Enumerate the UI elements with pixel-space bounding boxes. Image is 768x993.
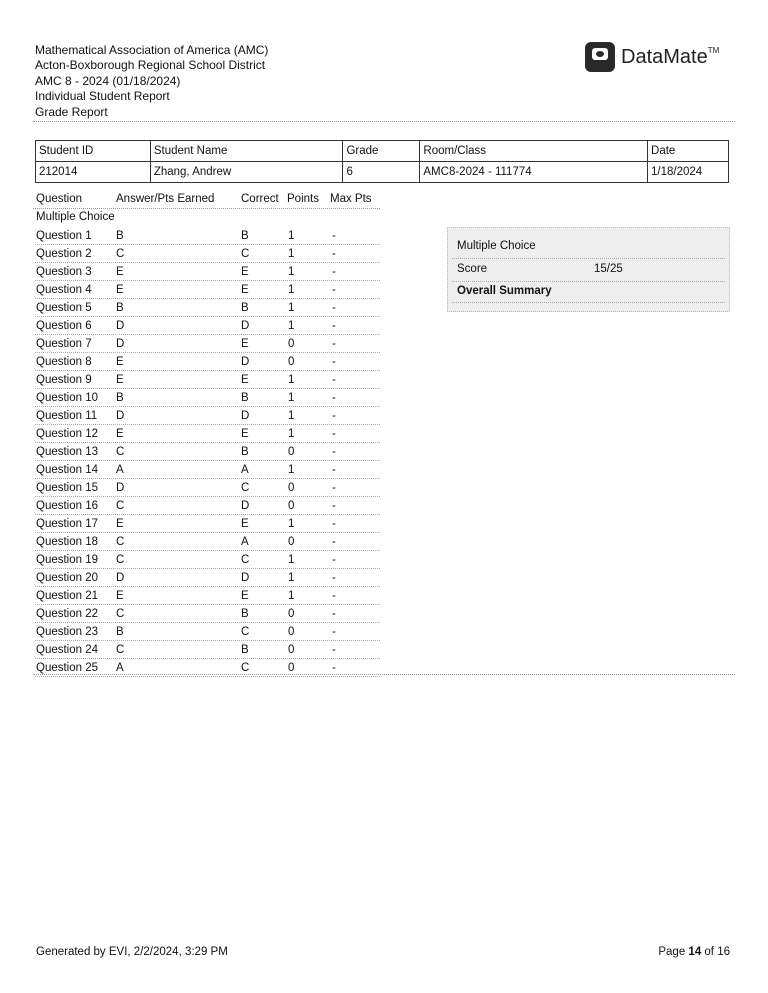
table-row — [35, 353, 380, 371]
max-pts-cell: - — [332, 464, 336, 476]
date-value: 1/18/2024 — [648, 162, 729, 183]
table-row — [35, 389, 380, 407]
table-row — [35, 461, 380, 479]
answer-cell: B — [116, 230, 124, 242]
answer-cell: D — [116, 338, 125, 350]
table-row — [35, 281, 380, 299]
points-cell: 1 — [288, 230, 295, 242]
answer-cell: B — [116, 392, 124, 404]
points-cell: 0 — [288, 662, 295, 674]
summary-divider-2 — [452, 281, 725, 282]
points-cell: 0 — [288, 626, 295, 638]
points-cell: 0 — [288, 446, 295, 458]
points-cell: 1 — [288, 518, 295, 530]
question-cell: Question 6 — [36, 320, 92, 332]
question-cell: Question 17 — [36, 518, 99, 530]
correct-cell: C — [241, 554, 250, 566]
question-cell: Question 1 — [36, 230, 92, 242]
summary-divider-3 — [452, 302, 725, 303]
col-header-correct: Correct — [241, 193, 279, 205]
answer-cell: B — [116, 302, 124, 314]
correct-cell: C — [241, 248, 250, 260]
max-pts-cell: - — [332, 374, 336, 386]
room-class-value: AMC8-2024 - 111774 — [420, 162, 648, 183]
correct-cell: B — [241, 230, 249, 242]
question-cell: Question 4 — [36, 284, 92, 296]
max-pts-cell: - — [332, 248, 336, 260]
answer-cell: E — [116, 266, 124, 278]
question-cell: Question 5 — [36, 302, 92, 314]
question-cell: Question 23 — [36, 626, 99, 638]
max-pts-cell: - — [332, 338, 336, 350]
points-cell: 1 — [288, 464, 295, 476]
student-id-value: 212014 — [36, 162, 151, 183]
answer-cell: D — [116, 320, 125, 332]
date-header: Date — [648, 141, 729, 162]
answer-cell: C — [116, 554, 125, 566]
points-cell: 0 — [288, 338, 295, 350]
table-row — [35, 497, 380, 515]
correct-cell: D — [241, 356, 250, 368]
summary-divider — [452, 258, 725, 259]
table-row — [35, 335, 380, 353]
points-cell: 1 — [288, 428, 295, 440]
answer-cell: D — [116, 410, 125, 422]
answer-cell: C — [116, 446, 125, 458]
points-cell: 0 — [288, 356, 295, 368]
correct-cell: C — [241, 626, 250, 638]
section-label: Multiple Choice — [36, 211, 115, 223]
max-pts-cell: - — [332, 482, 336, 494]
answer-cell: A — [116, 662, 124, 674]
table-row — [35, 425, 380, 443]
question-cell: Question 2 — [36, 248, 92, 260]
correct-cell: D — [241, 320, 250, 332]
answer-cell: D — [116, 572, 125, 584]
max-pts-cell: - — [332, 590, 336, 602]
correct-cell: B — [241, 446, 249, 458]
correct-cell: C — [241, 482, 250, 494]
table-row — [35, 587, 380, 605]
max-pts-cell: - — [332, 284, 336, 296]
question-cell: Question 24 — [36, 644, 99, 656]
question-cell: Question 12 — [36, 428, 99, 440]
points-cell: 1 — [288, 284, 295, 296]
correct-cell: E — [241, 518, 249, 530]
student-info-table — [35, 140, 729, 183]
col-header-question: Question — [36, 193, 83, 205]
answer-cell: E — [116, 590, 124, 602]
points-cell: 1 — [288, 374, 295, 386]
points-cell: 0 — [288, 482, 295, 494]
score-label: Score — [457, 263, 488, 275]
max-pts-cell: - — [332, 626, 336, 638]
correct-cell: B — [241, 392, 249, 404]
answer-cell: E — [116, 356, 124, 368]
logo-text: DataMate™ — [621, 45, 720, 68]
report-subtitle: Grade Report — [35, 104, 108, 119]
correct-cell: D — [241, 572, 250, 584]
question-cell: Question 8 — [36, 356, 92, 368]
correct-cell: B — [241, 302, 249, 314]
points-cell: 1 — [288, 248, 295, 260]
correct-cell: E — [241, 590, 249, 602]
points-cell: 0 — [288, 536, 295, 548]
student-name-value: Zhang, Andrew — [150, 162, 343, 183]
table-row — [35, 317, 380, 335]
correct-cell: D — [241, 500, 250, 512]
student-id-header: Student ID — [36, 141, 151, 162]
question-cell: Question 16 — [36, 500, 99, 512]
max-pts-cell: - — [332, 320, 336, 332]
answer-cell: E — [116, 428, 124, 440]
table-row — [35, 443, 380, 461]
points-cell: 1 — [288, 320, 295, 332]
page-number: Page 14 of 16 — [658, 946, 730, 958]
points-cell: 0 — [288, 608, 295, 620]
table-row — [35, 227, 380, 245]
correct-cell: E — [241, 266, 249, 278]
report-header — [35, 43, 268, 120]
header-divider — [33, 121, 735, 122]
table-row — [35, 407, 380, 425]
max-pts-cell: - — [332, 644, 336, 656]
score-value: 15/25 — [594, 263, 623, 275]
points-cell: 0 — [288, 500, 295, 512]
max-pts-cell: - — [332, 392, 336, 404]
question-cell: Question 14 — [36, 464, 99, 476]
answer-cell: A — [116, 464, 124, 476]
max-pts-cell: - — [332, 302, 336, 314]
max-pts-cell: - — [332, 428, 336, 440]
max-pts-cell: - — [332, 446, 336, 458]
question-cell: Question 18 — [36, 536, 99, 548]
question-cell: Question 9 — [36, 374, 92, 386]
max-pts-cell: - — [332, 572, 336, 584]
points-cell: 0 — [288, 644, 295, 656]
max-pts-cell: - — [332, 536, 336, 548]
max-pts-cell: - — [332, 608, 336, 620]
table-row — [35, 569, 380, 587]
summary-title: Multiple Choice — [457, 240, 536, 252]
table-end-divider — [33, 674, 735, 675]
table-row — [35, 641, 380, 659]
correct-cell: B — [241, 644, 249, 656]
max-pts-cell: - — [332, 554, 336, 566]
correct-cell: E — [241, 374, 249, 386]
points-cell: 1 — [288, 572, 295, 584]
answer-cell: E — [116, 284, 124, 296]
report-type: Individual Student Report — [35, 89, 170, 104]
max-pts-cell: - — [332, 230, 336, 242]
correct-cell: E — [241, 338, 249, 350]
question-cell: Question 21 — [36, 590, 99, 602]
correct-cell: A — [241, 464, 249, 476]
correct-cell: D — [241, 410, 250, 422]
table-row — [35, 371, 380, 389]
generated-footer: Generated by EVI, 2/2/2024, 3:29 PM — [36, 946, 228, 958]
table-row — [35, 479, 380, 497]
answer-cell: C — [116, 644, 125, 656]
column-header-divider — [33, 208, 380, 209]
max-pts-cell: - — [332, 266, 336, 278]
info-value-row — [36, 162, 729, 183]
max-pts-cell: - — [332, 662, 336, 674]
overall-summary-label: Overall Summary — [457, 285, 552, 297]
max-pts-cell: - — [332, 356, 336, 368]
question-cell: Question 15 — [36, 482, 99, 494]
correct-cell: E — [241, 428, 249, 440]
question-cell: Question 7 — [36, 338, 92, 350]
col-header-points: Points — [287, 193, 319, 205]
correct-cell: C — [241, 662, 250, 674]
points-cell: 1 — [288, 590, 295, 602]
student-name-header: Student Name — [150, 141, 343, 162]
answer-cell: C — [116, 248, 125, 260]
room-class-header: Room/Class — [420, 141, 648, 162]
col-header-max-pts: Max Pts — [330, 193, 372, 205]
test-name: AMC 8 - 2024 (01/18/2024) — [35, 73, 181, 88]
answer-cell: B — [116, 626, 124, 638]
points-cell: 1 — [288, 266, 295, 278]
table-row — [35, 299, 380, 317]
table-row — [35, 245, 380, 263]
answer-cell: C — [116, 536, 125, 548]
max-pts-cell: - — [332, 410, 336, 422]
table-row — [35, 623, 380, 641]
table-row — [35, 263, 380, 281]
points-cell: 1 — [288, 554, 295, 566]
answer-cell: C — [116, 608, 125, 620]
question-cell: Question 13 — [36, 446, 99, 458]
question-cell: Question 25 — [36, 662, 99, 674]
points-cell: 1 — [288, 410, 295, 422]
question-cell: Question 3 — [36, 266, 92, 278]
summary-box — [447, 227, 730, 312]
org-name: Mathematical Association of America (AMC) — [35, 43, 269, 57]
district-name: Acton-Boxborough Regional School District — [35, 58, 266, 73]
correct-cell: B — [241, 608, 249, 620]
question-cell: Question 10 — [36, 392, 99, 404]
question-cell: Question 19 — [36, 554, 99, 566]
grade-value: 6 — [343, 162, 420, 183]
answer-cell: E — [116, 374, 124, 386]
max-pts-cell: - — [332, 500, 336, 512]
info-header-row — [36, 141, 729, 162]
points-cell: 1 — [288, 392, 295, 404]
question-cell: Question 20 — [36, 572, 99, 584]
table-row — [35, 605, 380, 623]
question-cell: Question 11 — [36, 410, 98, 422]
table-row — [35, 551, 380, 569]
table-row — [35, 533, 380, 551]
correct-cell: E — [241, 284, 249, 296]
points-cell: 1 — [288, 302, 295, 314]
correct-cell: A — [241, 536, 249, 548]
question-cell: Question 22 — [36, 608, 99, 620]
datamate-logo — [585, 42, 719, 72]
grade-header: Grade — [343, 141, 420, 162]
answer-cell: E — [116, 518, 124, 530]
col-header-answer: Answer/Pts Earned — [116, 193, 215, 205]
datamate-logo-icon — [585, 42, 615, 72]
answer-cell: D — [116, 482, 125, 494]
max-pts-cell: - — [332, 518, 336, 530]
answer-cell: C — [116, 500, 125, 512]
table-row — [35, 515, 380, 533]
